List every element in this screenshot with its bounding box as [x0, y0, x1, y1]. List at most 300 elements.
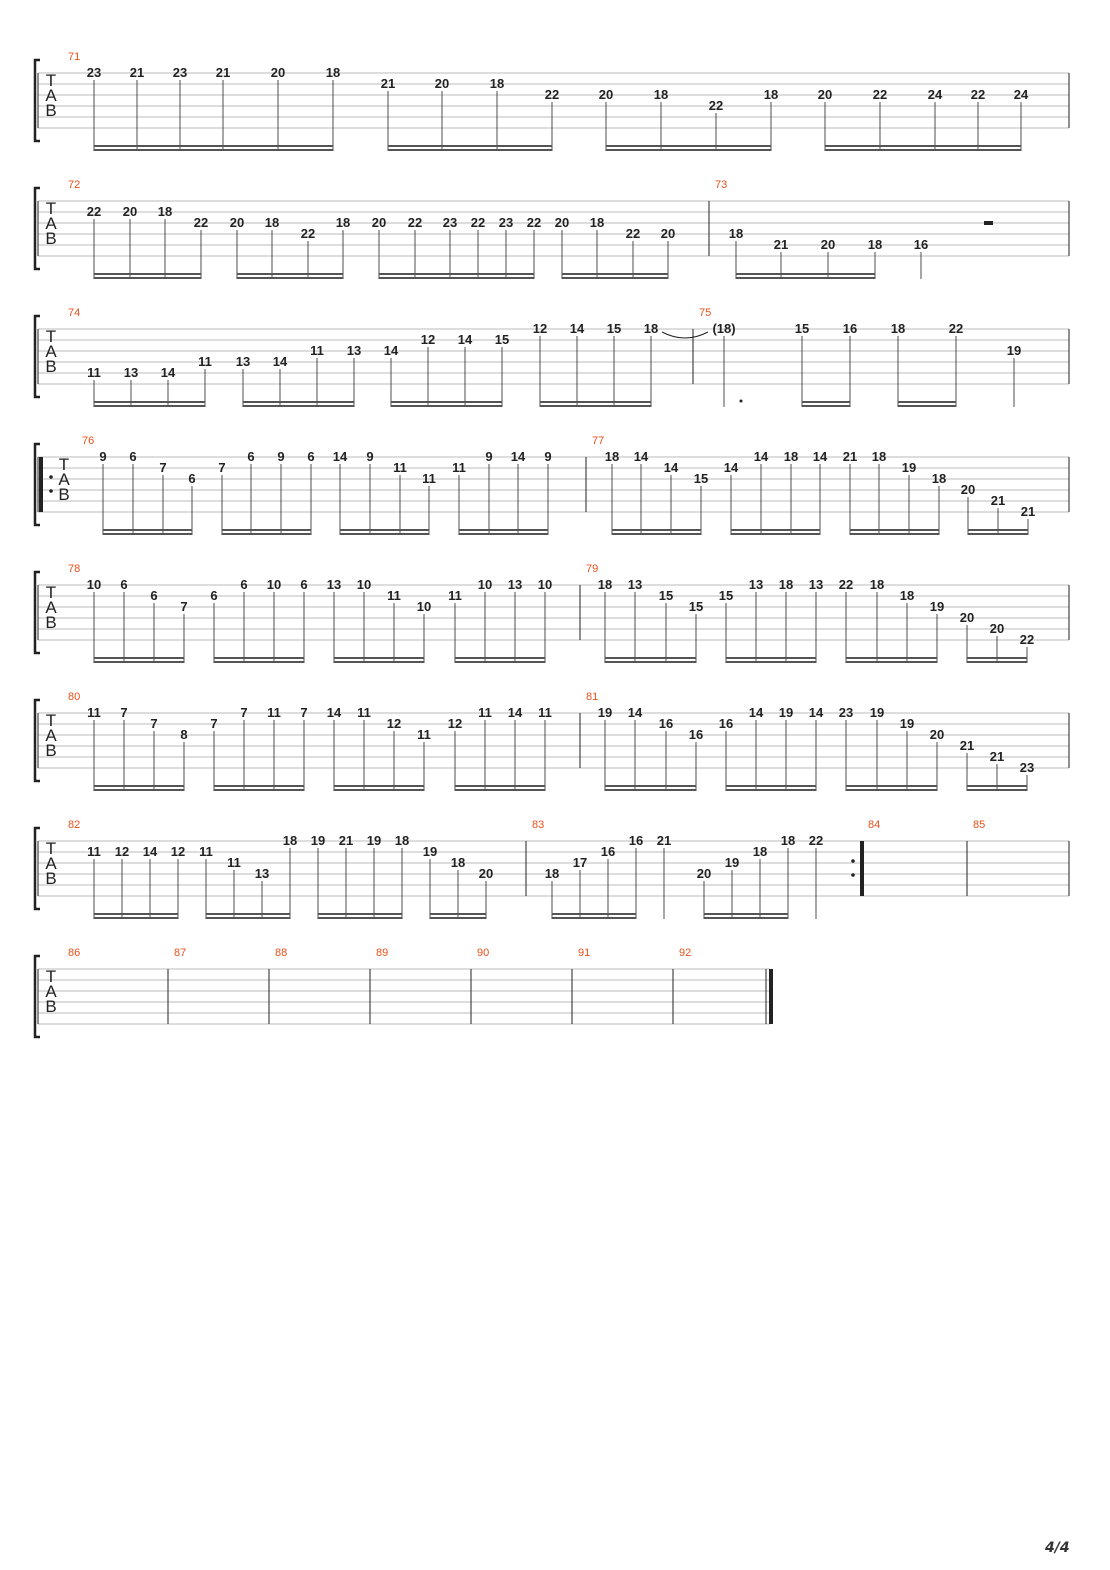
tab-clef-letter: T — [45, 71, 57, 90]
tab-note: 21 — [959, 738, 975, 753]
tab-note: (18) — [712, 321, 736, 336]
tab-note: 7 — [218, 460, 226, 475]
beam — [334, 657, 424, 659]
tab-note: 18 — [589, 215, 605, 230]
tab-note: 11 — [199, 844, 213, 859]
beam — [94, 913, 178, 915]
repeat-dot — [851, 873, 855, 877]
page-number: 4/4 — [1045, 1540, 1070, 1556]
beam — [552, 913, 636, 915]
beam — [967, 657, 1027, 659]
tab-note: 22 — [948, 321, 964, 336]
tab-note: 7 — [180, 599, 188, 614]
tab-note: 11 — [393, 460, 407, 475]
tie-arc — [662, 332, 708, 338]
tab-note: 18 — [871, 449, 887, 464]
tab-note: 13 — [326, 577, 342, 592]
beam — [103, 533, 192, 535]
tab-note: 14 — [457, 332, 473, 347]
tab-note: 21 — [1020, 504, 1036, 519]
beam — [802, 401, 850, 403]
tab-note: 22 — [625, 226, 641, 241]
tab-clef-letter: B — [45, 229, 57, 248]
tab-note: 21 — [215, 65, 231, 80]
tab-note: 14 — [507, 705, 523, 720]
tab-note: 11 — [387, 588, 401, 603]
beam — [94, 657, 184, 659]
tab-note: 23 — [442, 215, 458, 230]
tab-note: 23 — [86, 65, 102, 80]
tab-note: 14 — [160, 365, 176, 380]
beam — [704, 917, 788, 919]
beam — [379, 273, 534, 275]
tab-system — [35, 691, 1069, 791]
beam — [455, 789, 545, 791]
tab-note: 20 — [989, 621, 1005, 636]
beam — [967, 785, 1027, 787]
beam — [206, 917, 290, 919]
tab-note: 18 — [931, 471, 947, 486]
measure — [673, 947, 691, 1024]
tab-note: 13 — [808, 577, 824, 592]
tab-note: 14 — [723, 460, 739, 475]
tab-note: 20 — [122, 204, 138, 219]
beam — [736, 277, 875, 279]
tab-note: 19 — [597, 705, 613, 720]
tab-note: 6 — [307, 449, 315, 464]
tab-note: 7 — [300, 705, 308, 720]
tab-clef-letter: A — [45, 726, 57, 745]
tab-clef-letter: T — [45, 967, 57, 986]
tab-note: 19 — [901, 460, 917, 475]
tab-note: 20 — [696, 866, 712, 881]
measure-number: 86 — [68, 947, 81, 959]
tab-note: 14 — [753, 449, 769, 464]
tab-note: 15 — [688, 599, 704, 614]
tab-note: 11 — [417, 727, 431, 742]
beam — [94, 273, 201, 275]
tab-note: 18 — [394, 833, 410, 848]
tab-clef-letter: T — [45, 199, 57, 218]
tab-note: 18 — [899, 588, 915, 603]
final-barline-thick — [769, 969, 773, 1024]
beam — [846, 789, 937, 791]
tab-note: 21 — [842, 449, 858, 464]
measure-number: 78 — [68, 563, 81, 575]
measure — [269, 947, 287, 1024]
beam — [459, 529, 548, 531]
tab-note: 18 — [450, 855, 466, 870]
tab-note: 22 — [808, 833, 824, 848]
beam — [731, 533, 820, 535]
measure-number: 77 — [592, 435, 605, 447]
measure-number: 89 — [376, 947, 389, 959]
tab-note: 19 — [929, 599, 945, 614]
tab-note: 21 — [990, 493, 1006, 508]
beam — [731, 529, 820, 531]
tab-note: 21 — [656, 833, 672, 848]
tab-note: 11 — [87, 705, 101, 720]
tab-note: 20 — [371, 215, 387, 230]
measure — [471, 947, 489, 1024]
tab-note: 20 — [820, 237, 836, 252]
tab-note: 11 — [452, 460, 466, 475]
tab-note: 11 — [310, 343, 324, 358]
beam — [704, 913, 788, 915]
beam — [540, 401, 651, 403]
beam — [846, 785, 937, 787]
beam — [340, 533, 429, 535]
beam — [967, 789, 1027, 791]
tab-note: 13 — [627, 577, 643, 592]
beam — [825, 145, 1021, 147]
beam — [455, 785, 545, 787]
tab-note: 14 — [663, 460, 679, 475]
beam — [967, 661, 1027, 663]
beam — [243, 401, 354, 403]
beam — [340, 529, 429, 531]
tab-clef-letter: T — [45, 839, 57, 858]
tab-note: 10 — [416, 599, 432, 614]
tab-note: 22 — [193, 215, 209, 230]
tab-note: 9 — [544, 449, 552, 464]
measure — [862, 819, 880, 896]
tab-note: 18 — [752, 844, 768, 859]
measure-number: 91 — [578, 947, 591, 959]
beam — [334, 661, 424, 663]
tab-note: 22 — [544, 87, 560, 102]
tab-note: 15 — [693, 471, 709, 486]
beam — [237, 273, 343, 275]
beam — [94, 789, 184, 791]
tab-system — [35, 435, 1069, 535]
tab-clef-letter: B — [45, 357, 57, 376]
tab-note: 18 — [544, 866, 560, 881]
tab-note: 9 — [366, 449, 374, 464]
repeat-dot — [49, 475, 53, 479]
measure — [168, 947, 186, 1024]
tab-clef-letter: B — [45, 741, 57, 760]
tab-note: 21 — [773, 237, 789, 252]
tab-note: 18 — [869, 577, 885, 592]
measure — [526, 819, 823, 919]
tab-note: 15 — [718, 588, 734, 603]
measure — [709, 179, 928, 279]
tab-note: 22 — [838, 577, 854, 592]
measure-number: 88 — [275, 947, 288, 959]
tab-note: 22 — [86, 204, 102, 219]
measure — [693, 307, 1021, 407]
measure — [68, 179, 675, 279]
measure-number: 71 — [68, 51, 81, 63]
beam — [562, 277, 668, 279]
beam — [430, 913, 486, 915]
tab-note: 11 — [227, 855, 241, 870]
tab-note: 13 — [507, 577, 523, 592]
tab-note: 11 — [422, 471, 436, 486]
measure — [68, 691, 552, 791]
beam — [318, 917, 402, 919]
measure — [586, 435, 1035, 535]
beam — [726, 657, 816, 659]
tab-note: 8 — [180, 727, 188, 742]
measure — [68, 947, 80, 959]
tab-note: 21 — [989, 749, 1005, 764]
measure — [580, 691, 1034, 791]
tab-note: 20 — [270, 65, 286, 80]
beam — [94, 145, 333, 147]
tab-note: 17 — [572, 855, 588, 870]
beam — [214, 789, 304, 791]
tab-note: 18 — [335, 215, 351, 230]
tab-note: 24 — [1013, 87, 1029, 102]
beam — [94, 277, 201, 279]
beam — [968, 533, 1028, 535]
tab-note: 18 — [325, 65, 341, 80]
tab-note: 18 — [604, 449, 620, 464]
tab-note: 10 — [356, 577, 372, 592]
tab-note: 20 — [434, 76, 450, 91]
tab-note: 20 — [598, 87, 614, 102]
tab-note: 13 — [748, 577, 764, 592]
tab-note: 22 — [526, 215, 542, 230]
tab-note: 10 — [266, 577, 282, 592]
beam — [726, 661, 816, 663]
tab-note: 12 — [170, 844, 186, 859]
beam — [459, 533, 548, 535]
tab-note: 21 — [380, 76, 396, 91]
measure — [82, 435, 552, 535]
beam — [736, 273, 875, 275]
tab-note: 20 — [960, 482, 976, 497]
beam — [222, 533, 311, 535]
beam — [802, 405, 850, 407]
tab-note: 19 — [1006, 343, 1022, 358]
tab-note: 6 — [300, 577, 308, 592]
beam — [552, 917, 636, 919]
beam — [825, 149, 1021, 151]
tab-note: 20 — [817, 87, 833, 102]
beam — [94, 661, 184, 663]
tab-clef-letter: A — [45, 854, 57, 873]
beam — [94, 917, 178, 919]
tab-note: 10 — [477, 577, 493, 592]
tab-system — [35, 819, 1069, 919]
tab-note: 16 — [913, 237, 929, 252]
tab-note: 11 — [538, 705, 552, 720]
tab-note: 7 — [120, 705, 128, 720]
beam — [214, 785, 304, 787]
tab-note: 22 — [872, 87, 888, 102]
tab-clef-letter: A — [45, 598, 57, 617]
tab-note: 18 — [282, 833, 298, 848]
tab-system — [35, 947, 770, 1037]
tab-system — [35, 563, 1069, 663]
tab-clef-letter: B — [45, 997, 57, 1016]
tab-note: 7 — [150, 716, 158, 731]
tab-note: 12 — [386, 716, 402, 731]
tab-note: 12 — [532, 321, 548, 336]
tab-note: 14 — [326, 705, 342, 720]
beam — [222, 529, 311, 531]
tab-note: 6 — [150, 588, 158, 603]
tab-note: 11 — [357, 705, 371, 720]
tab-note: 12 — [114, 844, 130, 859]
tab-note: 16 — [628, 833, 644, 848]
measure — [572, 947, 590, 1024]
beam — [605, 789, 696, 791]
beam — [846, 661, 937, 663]
beam — [430, 917, 486, 919]
tab-note: 14 — [510, 449, 526, 464]
tab-note: 19 — [724, 855, 740, 870]
beam — [850, 529, 939, 531]
tab-note: 18 — [867, 237, 883, 252]
tab-note: 14 — [142, 844, 158, 859]
beam — [94, 401, 205, 403]
tab-note: 20 — [554, 215, 570, 230]
tab-clef-letter: A — [45, 214, 57, 233]
beam — [606, 145, 771, 147]
beam — [237, 277, 343, 279]
tab-note: 21 — [338, 833, 354, 848]
measure-number: 82 — [68, 819, 81, 831]
tab-note: 19 — [778, 705, 794, 720]
beam — [850, 533, 939, 535]
tab-note: 14 — [633, 449, 649, 464]
tab-note: 20 — [929, 727, 945, 742]
tab-note: 11 — [87, 365, 101, 380]
tab-note: 6 — [120, 577, 128, 592]
beam — [243, 405, 354, 407]
measure — [370, 947, 388, 1024]
tab-clef-letter: A — [45, 86, 57, 105]
tab-note: 11 — [478, 705, 492, 720]
tab-note: 12 — [447, 716, 463, 731]
tab-note: 14 — [272, 354, 288, 369]
beam — [612, 533, 701, 535]
measure-number: 83 — [532, 819, 545, 831]
tab-note: 22 — [970, 87, 986, 102]
tab-note: 9 — [277, 449, 285, 464]
measure-number: 76 — [82, 435, 95, 447]
tab-note: 19 — [869, 705, 885, 720]
tab-note: 11 — [267, 705, 281, 720]
tab-note: 10 — [86, 577, 102, 592]
beam — [379, 277, 534, 279]
tab-note: 6 — [188, 471, 196, 486]
measure — [68, 819, 493, 919]
beam — [214, 657, 304, 659]
measure-number: 79 — [586, 563, 599, 575]
tab-note: 18 — [763, 87, 779, 102]
measure-number: 90 — [477, 947, 490, 959]
tab-system — [35, 51, 1069, 151]
beam — [94, 785, 184, 787]
dot — [740, 400, 743, 403]
tab-note: 23 — [498, 215, 514, 230]
tab-note: 16 — [718, 716, 734, 731]
tab-note: 6 — [210, 588, 218, 603]
tab-clef-letter: T — [45, 583, 57, 602]
beam — [318, 913, 402, 915]
beam — [605, 657, 696, 659]
beam — [968, 529, 1028, 531]
beam — [206, 913, 290, 915]
tab-note: 22 — [300, 226, 316, 241]
beam — [334, 785, 424, 787]
tab-note: 15 — [658, 588, 674, 603]
tab-note: 12 — [420, 332, 436, 347]
tab-note: 6 — [247, 449, 255, 464]
tab-note: 19 — [366, 833, 382, 848]
tab-system — [35, 179, 1069, 279]
tab-note: 15 — [794, 321, 810, 336]
tab-note: 14 — [383, 343, 399, 358]
tab-note: 7 — [210, 716, 218, 731]
tab-note: 13 — [123, 365, 139, 380]
tab-note: 18 — [778, 577, 794, 592]
beam — [898, 401, 956, 403]
tab-note: 21 — [129, 65, 145, 80]
tab-note: 22 — [470, 215, 486, 230]
beam — [94, 405, 205, 407]
beam — [612, 529, 701, 531]
tab-note: 14 — [812, 449, 828, 464]
repeat-end-bar — [860, 841, 864, 896]
tab-clef-letter: T — [45, 327, 57, 346]
tab-clef-letter: B — [58, 485, 70, 504]
tab-note: 7 — [159, 460, 167, 475]
measure-number: 74 — [68, 307, 81, 319]
repeat-dot — [49, 489, 53, 493]
beam — [455, 661, 545, 663]
beam — [726, 785, 816, 787]
tab-note: 20 — [478, 866, 494, 881]
tab-note: 19 — [310, 833, 326, 848]
measure — [68, 307, 658, 407]
tab-note: 18 — [653, 87, 669, 102]
tab-note: 16 — [688, 727, 704, 742]
beam — [605, 661, 696, 663]
tab-note: 14 — [627, 705, 643, 720]
beam — [898, 405, 956, 407]
tab-note: 23 — [1019, 760, 1035, 775]
beam — [846, 657, 937, 659]
measure-number: 92 — [679, 947, 692, 959]
repeat-dot — [851, 859, 855, 863]
tab-note: 9 — [485, 449, 493, 464]
tab-note: 7 — [240, 705, 248, 720]
beam — [388, 145, 552, 147]
tab-note: 18 — [783, 449, 799, 464]
beam — [455, 657, 545, 659]
tab-note: 14 — [332, 449, 348, 464]
tab-note: 13 — [254, 866, 270, 881]
tab-note: 6 — [129, 449, 137, 464]
tab-note: 16 — [658, 716, 674, 731]
measure — [68, 51, 1029, 151]
measure-number: 87 — [174, 947, 187, 959]
measure-number: 81 — [586, 691, 599, 703]
tab-clef-letter: B — [45, 869, 57, 888]
tab-note: 20 — [229, 215, 245, 230]
beam — [94, 149, 333, 151]
tab-note: 15 — [606, 321, 622, 336]
tab-note: 16 — [600, 844, 616, 859]
tab-note: 18 — [890, 321, 906, 336]
measure — [68, 563, 552, 663]
